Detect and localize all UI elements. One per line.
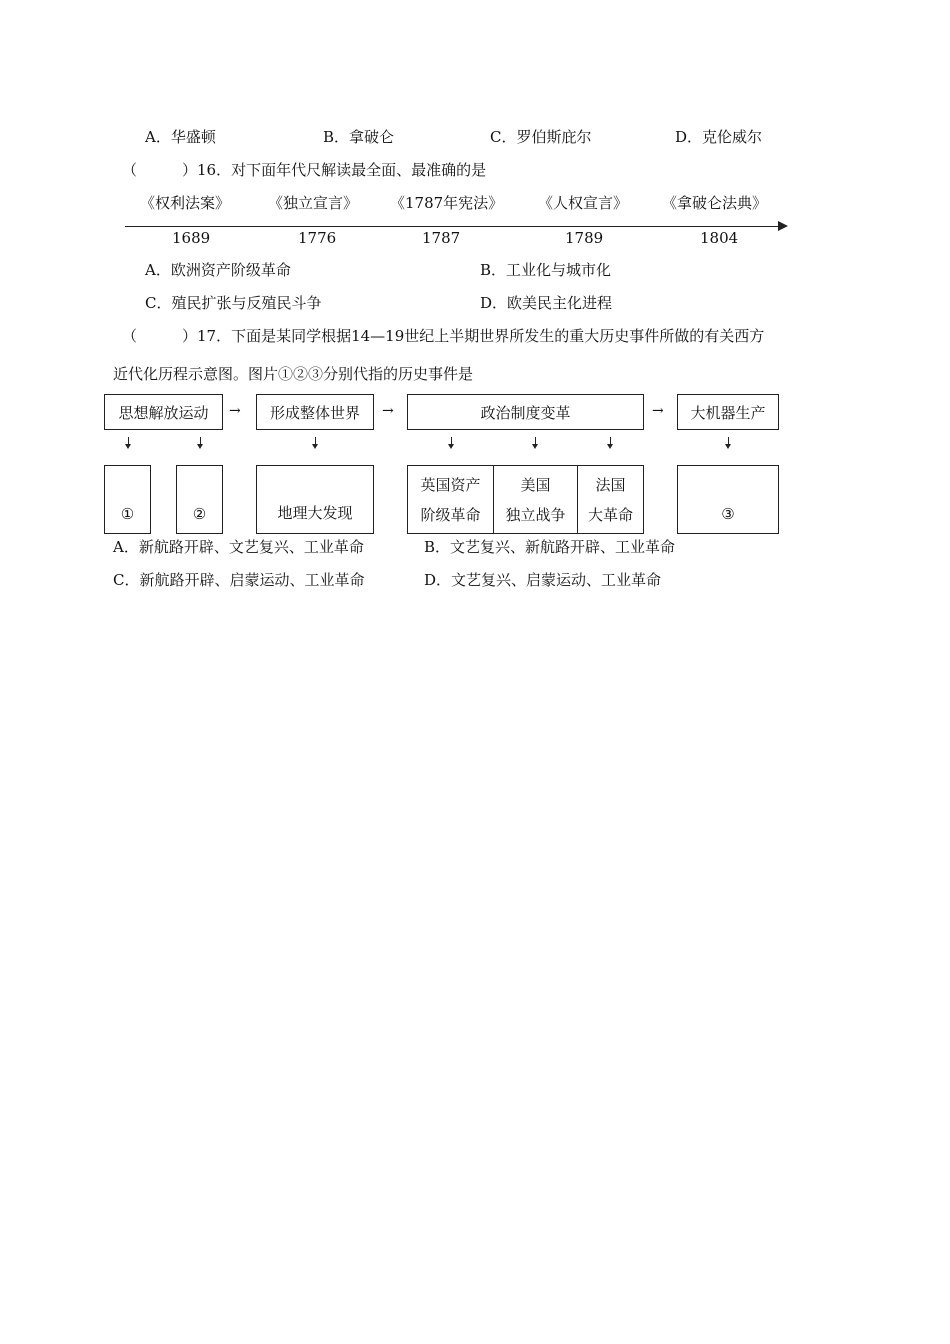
timeline-doc: 《权利法案》: [140, 194, 231, 212]
timeline-doc: 《1787年宪法》: [390, 194, 504, 212]
box-machine-production: [677, 394, 779, 430]
box-integrated-world: [256, 394, 374, 430]
q17-option-b: B．文艺复兴、新航路开辟、工业革命: [424, 538, 676, 556]
q15-option-c: C．罗伯斯庇尔: [490, 128, 592, 146]
timeline-year: 1689: [172, 229, 211, 247]
box-revolutions: [407, 465, 644, 534]
timeline-axis: [125, 226, 780, 227]
down-arrowhead-icon: [125, 444, 131, 449]
q15-option-b: B．拿破仑: [323, 128, 395, 146]
down-arrowhead-icon: [312, 444, 318, 449]
box-label: 政治制度变革: [480, 403, 571, 422]
revolution-cell-america: [494, 466, 577, 533]
timeline-doc: 《独立宣言》: [268, 194, 359, 212]
down-arrowhead-icon: [448, 444, 454, 449]
q17-option-d: D．文艺复兴、启蒙运动、工业革命: [424, 571, 662, 589]
discovery-label: 地理大发现: [277, 504, 353, 522]
box-label: 大机器生产: [690, 403, 766, 422]
box-thought-liberation: [104, 394, 223, 430]
cell-line: 独立战争: [505, 505, 566, 524]
q15-option-d: D．克伦威尔: [675, 128, 763, 146]
cell-line: 英国资产: [420, 476, 481, 495]
q16-option-a: A．欧洲资产阶级革命: [145, 261, 291, 279]
timeline-doc: 《人权宣言》: [538, 194, 629, 212]
box-geographic-discovery: [256, 465, 374, 534]
timeline-arrowhead: [778, 221, 788, 231]
q16-option-b: B．工业化与城市化: [480, 261, 612, 279]
q15-option-a: A．华盛顿: [145, 128, 216, 146]
revolution-cell-england: [408, 466, 493, 533]
timeline-year: 1789: [565, 229, 604, 247]
box-label: 形成整体世界: [269, 403, 360, 422]
q17-stem-line1: （ ）17．下面是某同学根据14—19世纪上半期世界所发生的重大历史事件所做的有关西方: [122, 327, 765, 345]
cell-line: 阶级革命: [420, 505, 481, 524]
q16-stem: （ ）16．对下面年代尺解读最全面、最准确的是: [122, 161, 487, 179]
cell-line: 大革命: [587, 505, 633, 524]
down-arrowhead-icon: [532, 444, 538, 449]
box-marker-1: [104, 465, 151, 534]
right-arrow-icon: →: [652, 403, 664, 419]
q16-option-c: C．殖民扩张与反殖民斗争: [145, 294, 322, 312]
down-arrowhead-icon: [725, 444, 731, 449]
timeline-year: 1804: [700, 229, 739, 247]
box-marker-2: [176, 465, 223, 534]
down-arrowhead-icon: [607, 444, 613, 449]
timeline-year: 1776: [298, 229, 337, 247]
down-arrowhead-icon: [197, 444, 203, 449]
q17-stem-line2: 近代化历程示意图。图片①②③分别代指的历史事件是: [113, 365, 474, 383]
cell-line: 法国: [595, 476, 626, 495]
marker-3: ③: [721, 505, 735, 523]
box-label: 思想解放运动: [118, 403, 209, 422]
marker-1: ①: [120, 505, 135, 523]
cell-line: 美国: [520, 476, 551, 495]
revolution-cell-france: [578, 466, 643, 533]
right-arrow-icon: →: [382, 403, 394, 419]
q16-option-d: D．欧美民主化进程: [480, 294, 613, 312]
right-arrow-icon: →: [229, 403, 241, 419]
q17-option-c: C．新航路开辟、启蒙运动、工业革命: [113, 571, 365, 589]
timeline-doc: 《拿破仑法典》: [662, 194, 768, 212]
timeline-year: 1787: [422, 229, 461, 247]
marker-2: ②: [192, 505, 207, 523]
box-marker-3: [677, 465, 779, 534]
q17-option-a: A．新航路开辟、文艺复兴、工业革命: [113, 538, 364, 556]
box-political-reform: [407, 394, 644, 430]
